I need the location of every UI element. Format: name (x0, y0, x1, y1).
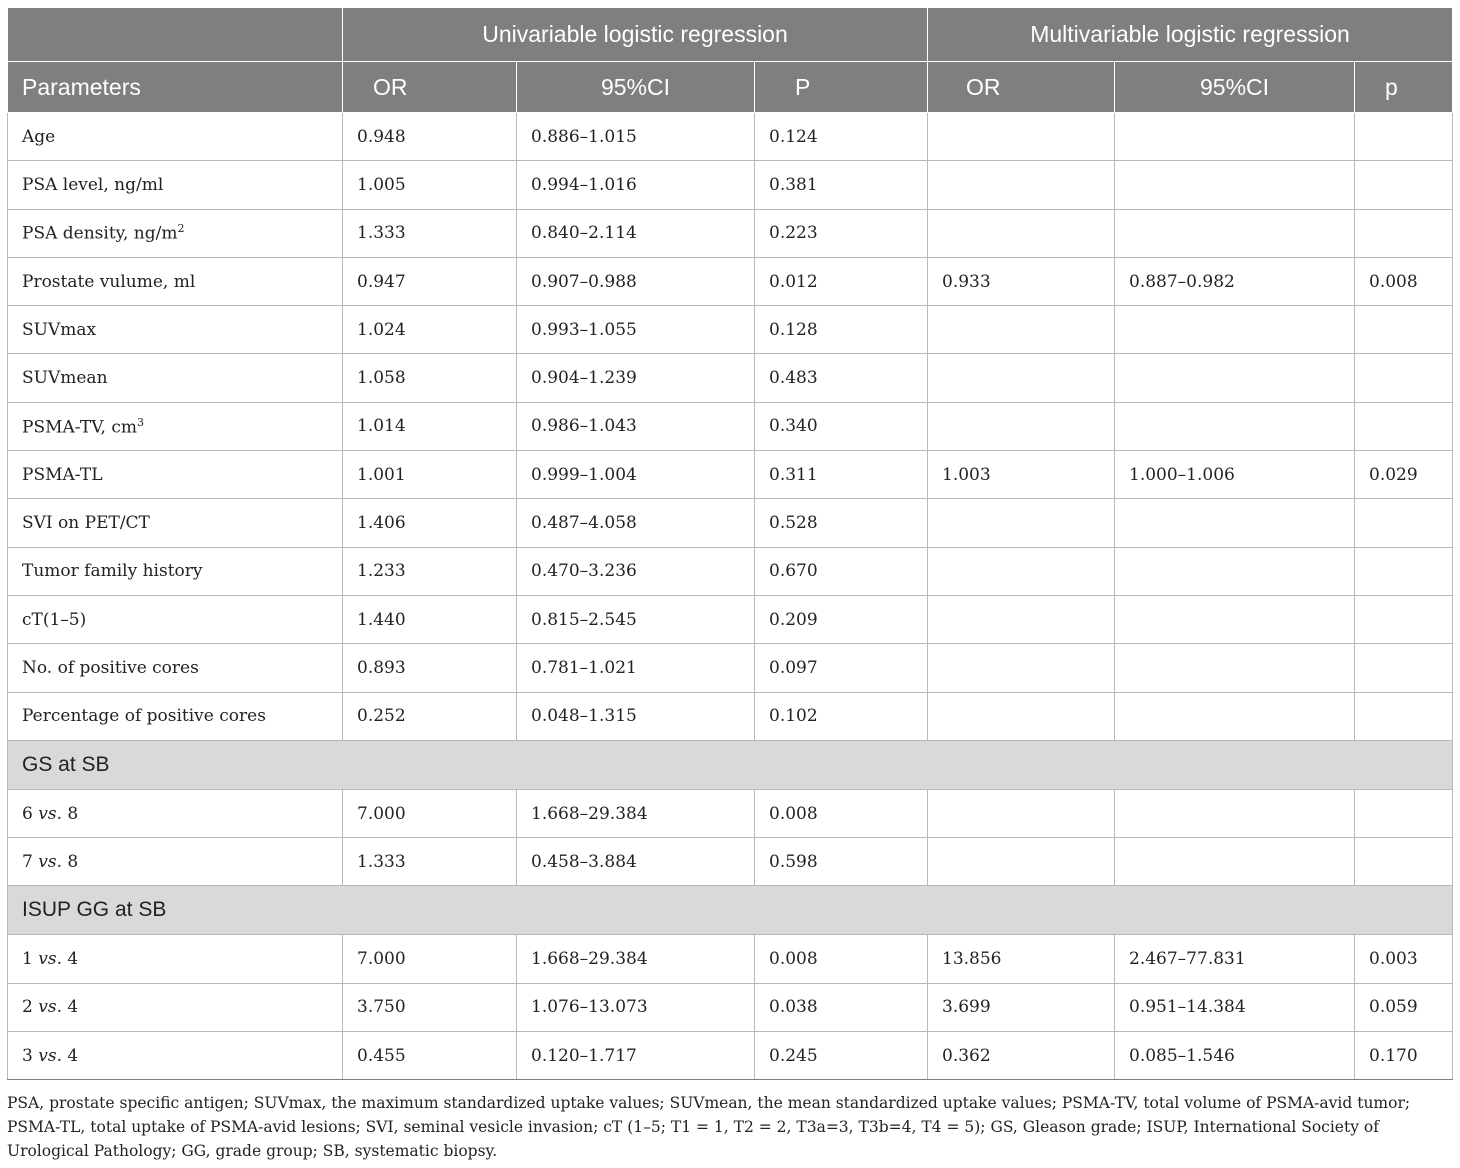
multi-p-cell (1355, 161, 1453, 209)
param-cell (8, 402, 343, 450)
univ-p-cell: 0.670 (755, 547, 928, 595)
multi-ci-cell (1115, 354, 1355, 402)
param-label: Tumor family history (22, 561, 203, 582)
column-header-row (8, 62, 1453, 113)
param-cell (8, 1032, 343, 1080)
compare-level: 6 (22, 803, 33, 824)
multi-ci-cell (1115, 644, 1355, 692)
reference-level: 4 (67, 997, 79, 1018)
multi-p-cell (1355, 113, 1453, 161)
param-label: No. of positive cores (22, 657, 199, 678)
param-label: SUVmax (22, 319, 97, 340)
univ-or-cell: 1.005 (343, 161, 517, 209)
group-header-row (8, 886, 1453, 935)
univ-ci-cell: 0.986–1.043 (517, 402, 755, 450)
multi-p-cell (1355, 838, 1453, 886)
univ-ci-cell: 0.120–1.717 (517, 1032, 755, 1080)
param-superscript: 3 (137, 415, 144, 429)
multi-ci-cell (1115, 402, 1355, 450)
table-row (8, 983, 1453, 1031)
param-cell (8, 451, 343, 499)
compare-level: 2 (22, 997, 33, 1018)
univ-or-cell: 1.440 (343, 595, 517, 643)
multi-or-cell (928, 161, 1115, 209)
univ-ci-cell: 0.470–3.236 (517, 547, 755, 595)
table-row (8, 692, 1453, 740)
multi-ci-cell (1115, 547, 1355, 595)
multi-or-cell (928, 306, 1115, 354)
univ-or-cell: 7.000 (343, 789, 517, 837)
param-cell (8, 113, 343, 161)
multi-or-cell (928, 692, 1115, 740)
multi-ci-cell: 0.951–14.384 (1115, 983, 1355, 1031)
univ-or-cell: 7.000 (343, 935, 517, 983)
param-cell (8, 644, 343, 692)
param-cell (8, 161, 343, 209)
univ-or-cell: 0.947 (343, 257, 517, 305)
multi-ci-cell (1115, 306, 1355, 354)
multi-ci-cell (1115, 595, 1355, 643)
col-header-or: OR (343, 62, 517, 113)
univariable-header: Univariable logistic regression (343, 8, 928, 62)
univ-or-cell: 0.893 (343, 644, 517, 692)
reference-level: 4 (67, 1045, 79, 1066)
table-row (8, 354, 1453, 402)
versus-label: vs. (38, 1045, 62, 1066)
multi-or-cell: 0.933 (928, 257, 1115, 305)
param-cell (8, 257, 343, 305)
compare-level: 1 (22, 949, 33, 970)
univ-p-cell: 0.102 (755, 692, 928, 740)
col-header-ci: 95%CI (1115, 62, 1355, 113)
multi-p-cell: 0.059 (1355, 983, 1453, 1031)
multi-p-cell: 0.008 (1355, 257, 1453, 305)
param-cell (8, 209, 343, 257)
param-label: SVI on PET/CT (22, 513, 150, 534)
univ-ci-cell: 0.886–1.015 (517, 113, 755, 161)
multi-ci-cell (1115, 789, 1355, 837)
univ-ci-cell: 0.840–2.114 (517, 209, 755, 257)
multi-or-cell (928, 838, 1115, 886)
multi-or-cell: 1.003 (928, 451, 1115, 499)
univ-p-cell: 0.097 (755, 644, 928, 692)
univ-ci-cell: 0.993–1.055 (517, 306, 755, 354)
multi-p-cell (1355, 789, 1453, 837)
univ-ci-cell: 1.076–13.073 (517, 983, 755, 1031)
multi-or-cell: 3.699 (928, 983, 1115, 1031)
table-row (8, 451, 1453, 499)
table-footnote: PSA, prostate specific antigen; SUVmax, the maximum standardized uptake values; SUVmean, the mean standardized uptake values; PSMA-TV, total volume of PSMA-avid tumor; PSMA-TL, total uptake of PSMA-avid lesions; SVI, seminal vesicle invasion; cT (1–5; T1 = 1, T2 = 2, T3a=3, T3b=4, T4 = 5); GS, Gleason grade; ISUP, International Society of Urological Pathology; GG, grade group; SB, systematic biopsy. (7, 1094, 1411, 1160)
univ-or-cell: 1.014 (343, 402, 517, 450)
table-row (8, 789, 1453, 837)
univ-p-cell: 0.209 (755, 595, 928, 643)
param-cell (8, 354, 343, 402)
univ-or-cell: 1.001 (343, 451, 517, 499)
multi-ci-cell (1115, 113, 1355, 161)
univ-p-cell: 0.128 (755, 306, 928, 354)
multi-ci-cell: 1.000–1.006 (1115, 451, 1355, 499)
multi-ci-cell: 2.467–77.831 (1115, 935, 1355, 983)
univ-p-cell: 0.340 (755, 402, 928, 450)
reference-level: 8 (67, 851, 79, 872)
param-cell (8, 789, 343, 837)
table-row (8, 1032, 1453, 1080)
multi-ci-cell (1115, 499, 1355, 547)
univ-p-cell: 0.598 (755, 838, 928, 886)
univ-ci-cell: 0.048–1.315 (517, 692, 755, 740)
multi-p-cell: 0.003 (1355, 935, 1453, 983)
col-header-p: P (755, 62, 928, 113)
param-label: cT(1–5) (22, 609, 87, 630)
univ-ci-cell: 0.994–1.016 (517, 161, 755, 209)
versus-label: vs. (38, 803, 62, 824)
multi-or-cell (928, 209, 1115, 257)
univ-p-cell: 0.223 (755, 209, 928, 257)
univ-or-cell: 3.750 (343, 983, 517, 1031)
univ-p-cell: 0.008 (755, 789, 928, 837)
multi-p-cell (1355, 209, 1453, 257)
param-label: Prostate vulume, ml (22, 271, 196, 292)
table-row (8, 644, 1453, 692)
multi-ci-cell (1115, 209, 1355, 257)
param-label: Percentage of positive cores (22, 706, 266, 727)
univ-or-cell: 1.233 (343, 547, 517, 595)
multi-p-cell (1355, 499, 1453, 547)
table-row (8, 935, 1453, 983)
results-table (7, 7, 1453, 1080)
table-row (8, 595, 1453, 643)
multi-or-cell (928, 402, 1115, 450)
versus-label: vs. (38, 949, 62, 970)
univ-p-cell: 0.483 (755, 354, 928, 402)
multi-or-cell (928, 595, 1115, 643)
multi-p-cell (1355, 306, 1453, 354)
reference-level: 4 (67, 949, 79, 970)
param-superscript: 2 (177, 222, 185, 236)
univ-ci-cell: 0.815–2.545 (517, 595, 755, 643)
col-header-parameters: Parameters (8, 62, 343, 113)
multi-or-cell (928, 499, 1115, 547)
univ-ci-cell: 0.781–1.021 (517, 644, 755, 692)
multi-ci-cell (1115, 838, 1355, 886)
multi-p-cell (1355, 354, 1453, 402)
param-cell (8, 692, 343, 740)
univ-p-cell: 0.528 (755, 499, 928, 547)
multi-p-cell (1355, 595, 1453, 643)
multi-ci-cell (1115, 692, 1355, 740)
param-cell (8, 547, 343, 595)
univ-p-cell: 0.245 (755, 1032, 928, 1080)
multi-p-cell (1355, 402, 1453, 450)
table-row (8, 547, 1453, 595)
multivariable-header: Multivariable logistic regression (928, 8, 1453, 62)
multi-or-cell (928, 644, 1115, 692)
table-row (8, 838, 1453, 886)
compare-level: 7 (22, 851, 33, 872)
table-row (8, 113, 1453, 161)
multi-or-cell: 13.856 (928, 935, 1115, 983)
param-cell (8, 838, 343, 886)
reference-level: 8 (67, 803, 79, 824)
univ-p-cell: 0.311 (755, 451, 928, 499)
univ-ci-cell: 0.487–4.058 (517, 499, 755, 547)
multi-ci-cell: 0.085–1.546 (1115, 1032, 1355, 1080)
univ-p-cell: 0.012 (755, 257, 928, 305)
univ-or-cell: 1.333 (343, 838, 517, 886)
param-label: SUVmean (22, 368, 108, 389)
univ-ci-cell: 0.458–3.884 (517, 838, 755, 886)
group-header-row (8, 8, 1453, 62)
multi-or-cell (928, 789, 1115, 837)
multi-or-cell (928, 113, 1115, 161)
univ-p-cell: 0.381 (755, 161, 928, 209)
univ-p-cell: 0.008 (755, 935, 928, 983)
param-cell (8, 499, 343, 547)
multi-p-cell (1355, 692, 1453, 740)
multi-p-cell: 0.170 (1355, 1032, 1453, 1080)
table-row (8, 306, 1453, 354)
multi-or-cell (928, 354, 1115, 402)
univ-or-cell: 0.948 (343, 113, 517, 161)
multi-p-cell (1355, 644, 1453, 692)
univ-or-cell: 1.333 (343, 209, 517, 257)
univ-p-cell: 0.038 (755, 983, 928, 1031)
param-label: PSA level, ng/ml (22, 174, 164, 195)
univ-ci-cell: 0.999–1.004 (517, 451, 755, 499)
table-row (8, 257, 1453, 305)
group-label: ISUP GG at SB (8, 886, 1453, 935)
group-label: GS at SB (8, 740, 1453, 789)
univ-ci-cell: 1.668–29.384 (517, 789, 755, 837)
table-row (8, 161, 1453, 209)
param-cell (8, 935, 343, 983)
col-header-ci: 95%CI (517, 62, 755, 113)
param-cell (8, 306, 343, 354)
header-empty-cell (8, 8, 343, 62)
univ-or-cell: 1.024 (343, 306, 517, 354)
group-header-row (8, 740, 1453, 789)
versus-label: vs. (38, 997, 62, 1018)
univ-ci-cell: 0.904–1.239 (517, 354, 755, 402)
multi-ci-cell (1115, 161, 1355, 209)
multi-p-cell (1355, 547, 1453, 595)
multi-p-cell: 0.029 (1355, 451, 1453, 499)
param-label: PSMA-TV, cm (22, 417, 137, 438)
compare-level: 3 (22, 1045, 33, 1066)
multi-ci-cell: 0.887–0.982 (1115, 257, 1355, 305)
param-cell (8, 983, 343, 1031)
univ-ci-cell: 1.668–29.384 (517, 935, 755, 983)
param-label: PSA density, ng/m (22, 224, 178, 245)
param-label: PSMA-TL (22, 464, 103, 485)
univ-or-cell: 1.406 (343, 499, 517, 547)
col-header-or: OR (928, 62, 1115, 113)
table-row (8, 209, 1453, 257)
param-cell (8, 595, 343, 643)
table-row (8, 402, 1453, 450)
versus-label: vs. (38, 851, 62, 872)
univ-or-cell: 0.455 (343, 1032, 517, 1080)
multi-or-cell: 0.362 (928, 1032, 1115, 1080)
multi-or-cell (928, 547, 1115, 595)
univ-p-cell: 0.124 (755, 113, 928, 161)
table-row (8, 499, 1453, 547)
col-header-p: p (1355, 62, 1453, 113)
univ-or-cell: 0.252 (343, 692, 517, 740)
param-label: Age (22, 126, 56, 147)
univ-or-cell: 1.058 (343, 354, 517, 402)
univ-ci-cell: 0.907–0.988 (517, 257, 755, 305)
